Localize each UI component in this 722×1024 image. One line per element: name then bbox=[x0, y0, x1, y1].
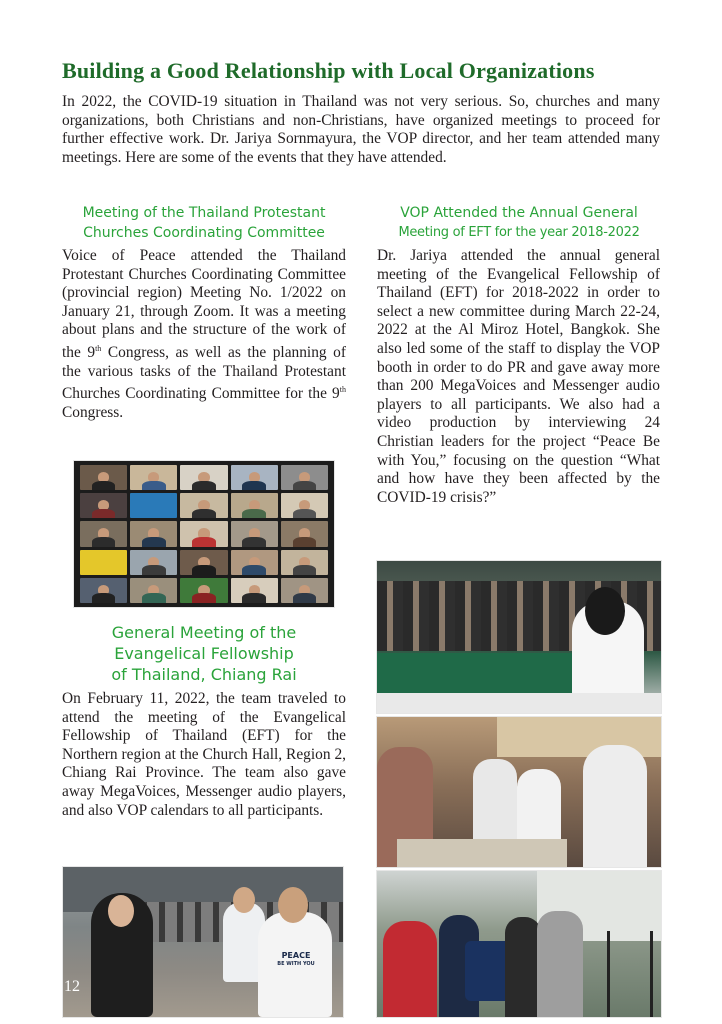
section-heading-eft-annual-meeting bbox=[374, 203, 664, 243]
person-left-face bbox=[108, 895, 134, 927]
person-right-face bbox=[278, 887, 308, 923]
woman-attendee-hair bbox=[585, 587, 625, 635]
body-text: Congress, as well as the planning of the various tasks of the Thailand Protestant Churches Coordinating Committee for the 9 bbox=[62, 344, 346, 403]
heading-line: General Meeting of the bbox=[111, 623, 297, 642]
heading-line: Meeting of the Thailand Protestant bbox=[82, 205, 326, 221]
shirt-print bbox=[271, 951, 321, 969]
intro-paragraph: In 2022, the COVID-19 situation in Thailand was not very serious. So, churches and many organizations, both Christians and non-Christians, have organized meetings to proceed for further effective work. Dr. Jariya Sornmayura, the VOP director, and her team attended many meetings. Here are some of the events that they have attended. bbox=[62, 93, 660, 166]
video-tile bbox=[130, 465, 177, 490]
body-text: Voice of Peace attended the Thailand Protestant Churches Coordinating Committee (provincial region) Meeting No. 1/2022 on January 21, through Zoom. It was a meeting about plans and the structure of the work of the 9 bbox=[62, 247, 346, 362]
heading-line: of Thailand, Chiang Rai bbox=[111, 665, 297, 684]
video-tile bbox=[80, 465, 127, 490]
chiang-rai-group-photo bbox=[62, 866, 344, 1018]
heading-line: Meeting of EFT for the year 2018-2022 bbox=[398, 225, 640, 240]
person-grey-shirt bbox=[537, 911, 583, 1017]
video-tile bbox=[80, 578, 127, 603]
booth-table bbox=[397, 839, 567, 867]
video-tile bbox=[130, 521, 177, 546]
video-tile bbox=[80, 550, 127, 575]
zoom-meeting-photo bbox=[73, 460, 335, 608]
video-tile bbox=[281, 578, 328, 603]
section-body-eft-chiang-rai: On February 11, 2022, the team traveled to attend the meeting of the Evangelical Fellowship of Thailand (EFT) for the Northern region at the Church Hall, Region 2, Chiang Rai Province. The team also gave away MegaVoices, Messenger audio players, and also VOP calendars to all participants. bbox=[62, 690, 346, 819]
video-tile bbox=[180, 465, 227, 490]
person-black-shirt bbox=[505, 917, 541, 1017]
video-tile bbox=[180, 493, 227, 518]
video-tile bbox=[231, 578, 278, 603]
section-body-protestant-committee bbox=[62, 247, 346, 423]
video-tile bbox=[231, 493, 278, 518]
video-tile bbox=[231, 465, 278, 490]
page-number: 12 bbox=[64, 978, 80, 995]
shirt-text: PEACE bbox=[281, 951, 311, 960]
body-text: Congress. bbox=[62, 404, 124, 421]
video-tile bbox=[231, 521, 278, 546]
video-tile bbox=[130, 550, 177, 575]
camera-tripod bbox=[607, 931, 653, 1017]
video-tile bbox=[281, 521, 328, 546]
ordinal-suffix: th bbox=[95, 343, 102, 353]
conference-hall-photo bbox=[376, 560, 662, 714]
video-tile bbox=[281, 493, 328, 518]
person-middle-face bbox=[233, 887, 255, 913]
video-tile bbox=[180, 521, 227, 546]
video-tile bbox=[180, 578, 227, 603]
white-table bbox=[377, 693, 661, 713]
video-tile bbox=[80, 493, 127, 518]
section-heading-protestant-committee bbox=[60, 203, 348, 243]
attendee-right bbox=[583, 745, 647, 867]
video-tile bbox=[130, 493, 177, 518]
heading-line: Churches Coordinating Committee bbox=[83, 225, 325, 241]
booth-photo bbox=[376, 716, 662, 868]
video-grid bbox=[80, 465, 328, 603]
video-tile bbox=[281, 550, 328, 575]
heading-line: VOP Attended the Annual General bbox=[400, 205, 638, 221]
shirt-text: BE WITH YOU bbox=[277, 961, 315, 967]
green-table bbox=[377, 653, 577, 693]
video-interview-photo bbox=[376, 870, 662, 1018]
section-body-eft-annual-meeting: Dr. Jariya attended the annual general meeting of the Evangelical Fellowship of Thailand (EFT) for 2018-2022 in order to select a new committee during March 22-24, 2022 at the Al Miroz Hotel, Bangkok. She also led some of the staff to display the VOP booth in order to do PR and gave away more than 200 MegaVoices and Messenger audio players to all participants. We also had a video production by interviewing 24 Christian leaders for the project “Peace Be with You,” focusing on the question “What and how have they been affected by the COVID-19 crisis?” bbox=[377, 247, 660, 506]
section-heading-eft-chiang-rai bbox=[62, 622, 346, 685]
page-title: Building a Good Relationship with Local Organizations bbox=[62, 58, 595, 83]
video-tile bbox=[80, 521, 127, 546]
ordinal-suffix: th bbox=[339, 385, 346, 395]
video-tile bbox=[231, 550, 278, 575]
heading-line: Evangelical Fellowship bbox=[114, 644, 294, 663]
video-tile bbox=[281, 465, 328, 490]
video-tile bbox=[180, 550, 227, 575]
person-red-shirt bbox=[383, 921, 437, 1017]
video-tile bbox=[130, 578, 177, 603]
